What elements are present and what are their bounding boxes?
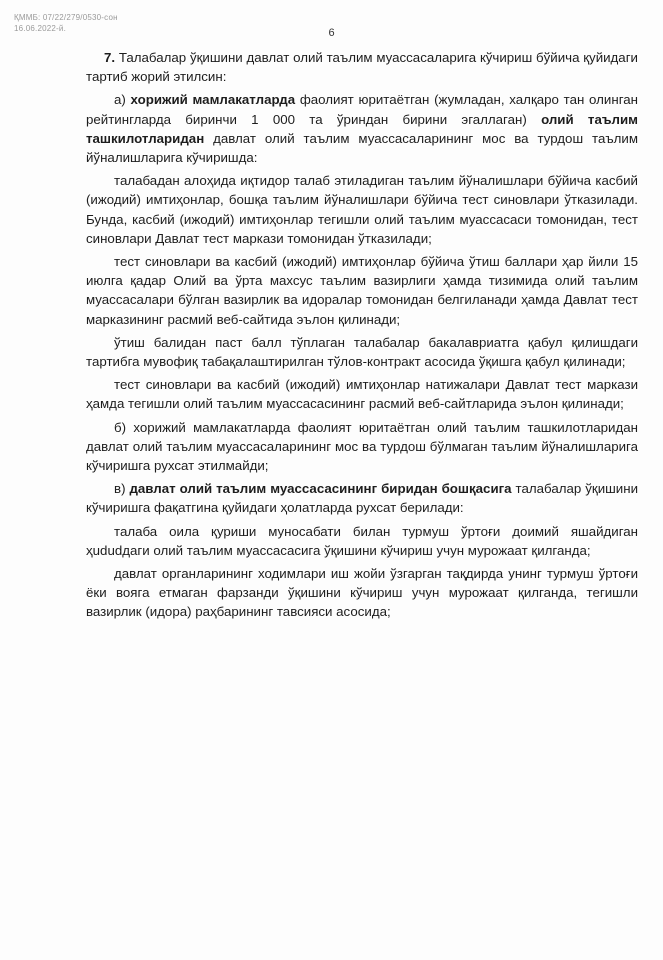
- paragraph-7: [86, 48, 638, 86]
- paragraph-a-prefix: а): [114, 92, 131, 108]
- paragraph-a-middle: фаолият юритаётган (жумладан, халқаро тан олинган рейтингларда биринчи 1 000 та ўриндан бирини эгаллаган): [86, 92, 638, 127]
- paragraph-v-bold: давлат олий таълим муассасасининг биридан бошқасига: [129, 481, 512, 497]
- paragraph-v: [86, 479, 638, 517]
- paragraph-passing-scores: тест синовлари ва касбий (ижодий) имтиҳонлар бўйича ўтиш баллари ҳар йили 15 июлга қадар Олий ва ўрта махсус таълим вазирлиги ҳамда тизимида олий таълим муассасалари бўлган вазирлик ва идоралар томонидан белгиланади ҳамда Давлат тест марказининг расмий веб-сайтида эълон қилинади;: [86, 254, 638, 327]
- page-number: 6: [328, 27, 335, 39]
- document-body: [86, 48, 638, 626]
- paragraph-results: тест синовлари ва касбий (ижодий) имтиҳонлар натижалари Давлат тест маркази ҳамда тегишли олий таълим муассасасининг расмий веб-сайтларида эълон қилинади;: [86, 377, 638, 412]
- paragraph-7-text: Талабалар ўқишини давлат олий таълим муассасаларига кўчириш бўйича қуйидаги тартиб жорий этилсин:: [86, 50, 638, 85]
- stamp-line-2: 16.06.2022-й.: [14, 24, 66, 33]
- paragraph-low-score: ўтиш балидан паст балл тўплаган талабалар бакалавриатга қабул қилишдаги тартибга мувофиқ табақалаштирилган тўлов-контракт асосида ўқишга қабул қилинади;: [86, 334, 638, 370]
- paragraph-exams: талабадан алоҳида иқтидор талаб этиладиган таълим йўналишлари бўйича касбий (ижодий) имтиҳонлар, бошқа таълим йўналишлари бўйича тест синовлари ўтказилади. Бунда, касбий (ижодий) имтиҳонлар тегишли олий таълим муассасаси томонидан, тест синовлари Давлат тест маркази томонидан ўтказилади;: [86, 173, 638, 246]
- paragraph-marriage: талаба оила қуриши муносабати билан турмуш ўртоғи доимий яшайдиган ҳududдаги олий таълим муассасасига ўқишини кўчириш учун мурожаат қилганда;: [86, 523, 638, 558]
- paragraph-a-bold-2: олий таълим ташкилотларидан: [86, 111, 638, 146]
- paragraph-a: [86, 90, 638, 167]
- paragraph-a-end: давлат олий таълим муассасаларининг мос ва турдош таълим йўналишларига кўчиришда:: [86, 130, 638, 166]
- paragraph-b: б) хорижий мамлакатларда фаолият юритаётган олий таълим ташкилотларидан давлат олий таълим муассасаларининг мос ва турдош бўлмаган таълим йўналишларига кўчиришга рухсат этилмайди;: [86, 419, 638, 474]
- stamp-line-1: ҚММБ: 07/22/279/0530-сон: [14, 13, 118, 22]
- paragraph-7-number: 7.: [104, 50, 116, 65]
- paragraph-v-end: талабалар ўқишини кўчиришга фақатгина қуйидаги ҳолатларда рухсат берилади:: [86, 481, 639, 516]
- paragraph-v-prefix: в): [114, 481, 130, 497]
- paragraph-employee-relocation: давлат органларининг ходимлари иш жойи ўзгарган тақдирда унинг турмуш ўртоғи ёки вояга етмаган фарзанди ўқишини кўчириш учун мурожаат қилганда, тегишли вазирлик (идора) раҳбарининг тавсияси асосида;: [86, 566, 638, 620]
- paragraph-a-bold-1: хорижий мамлакатларда: [130, 92, 296, 108]
